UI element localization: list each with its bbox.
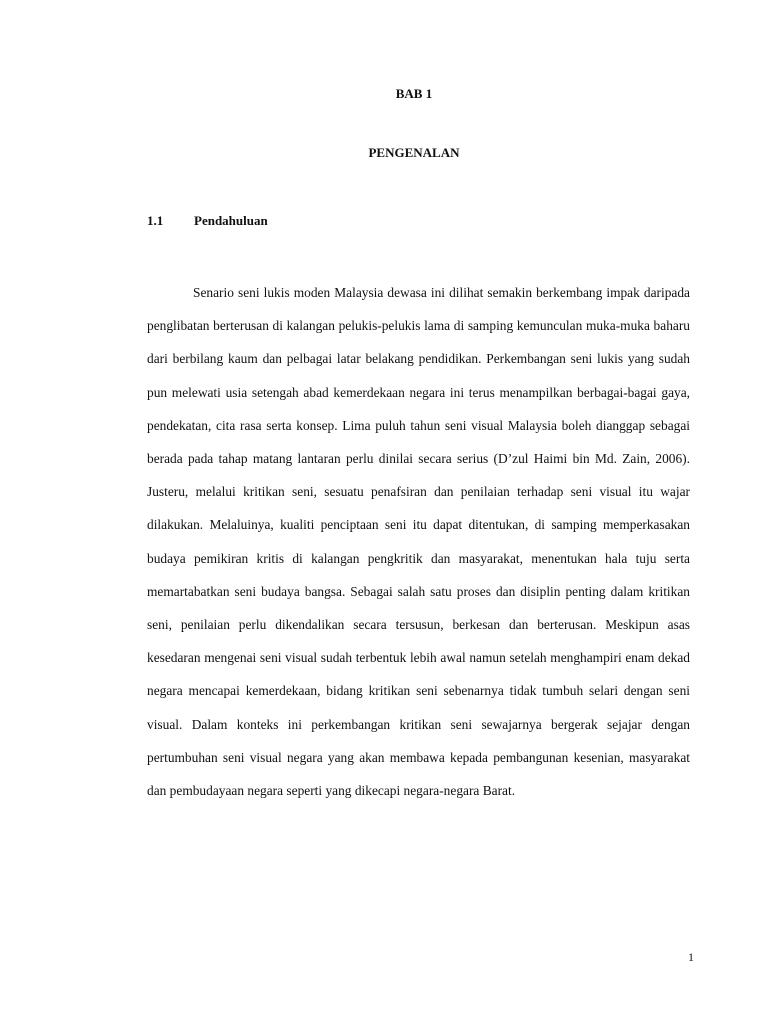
- section-heading: [147, 213, 268, 229]
- section-title: Pendahuluan: [194, 213, 268, 228]
- page-number: 1: [688, 950, 694, 964]
- chapter-title: PENGENALAN: [368, 145, 460, 160]
- body-paragraph: Senario seni lukis moden Malaysia dewasa ini dilihat semakin berkembang impak daripada penglibatan berterusan di kalangan pelukis-pelukis lama di samping kemunculan muka-muka baharu dari berbilang kaum dan pelbagai latar belakang pendidikan. Perkembangan seni lukis yang sudah pun melewati usia setengah abad kemerdekaan negara ini terus menampilkan berbagai-bagai gaya, pendekatan, cita rasa serta konsep. Lima puluh tahun seni visual Malaysia boleh dianggap sebagai berada pada tahap matang lantaran perlu dinilai secara serius (D’zul Haimi bin Md. Zain, 2006). Justeru, melalui kritikan seni, sesuatu penafsiran dan penilaian terhadap seni visual itu wajar dilakukan. Melaluinya, kualiti penciptaan seni itu dapat ditentukan, di samping memperkasakan budaya pemikiran kritis di kalangan pengkritik dan masyarakat, menentukan hala tuju serta memartabatkan seni budaya bangsa. Sebagai salah satu proses dan disiplin penting dalam kritikan seni, penilaian perlu dikendalikan secara tersusun, berkesan dan berterusan. Meskipun asas kesedaran mengenai seni visual sudah terbentuk lebih awal namun setelah menghampiri enam dekad negara mencapai kemerdekaan, bidang kritikan seni sebenarnya tidak tumbuh selari dengan seni visual. Dalam konteks ini perkembangan kritikan seni sewajarnya bergerak sejajar dengan pertumbuhan seni visual negara yang akan membawa kepada pembangunan kesenian, masyarakat dan pembudayaan negara seperti yang dikecapi negara-negara Barat.: [147, 285, 690, 799]
- chapter-number: BAB 1: [395, 86, 433, 101]
- section-number: 1.1: [147, 213, 164, 228]
